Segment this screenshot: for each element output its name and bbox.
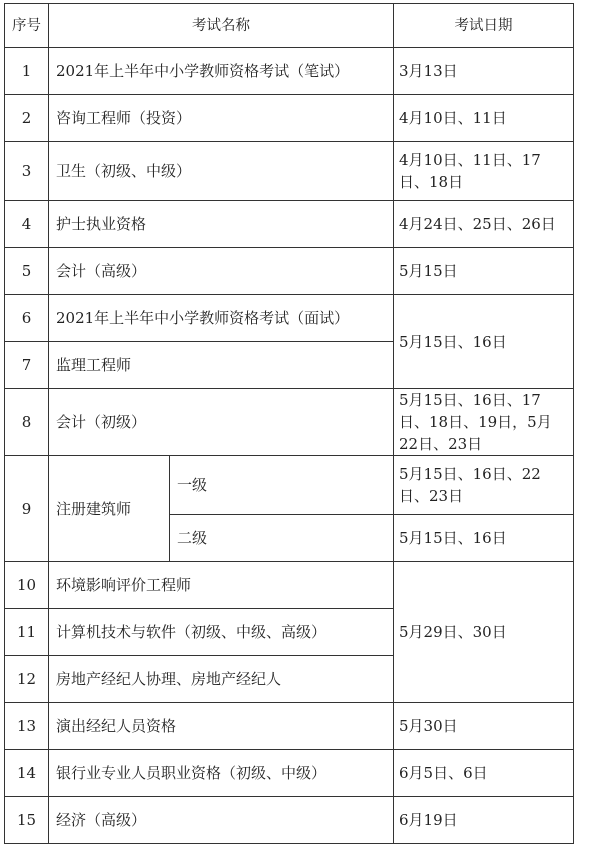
row-date: 6月19日 (394, 797, 574, 844)
table-row (5, 797, 574, 844)
row-name: 护士执业资格 (49, 201, 394, 248)
row-name: 卫生（初级、中级） (49, 142, 394, 201)
row-seq: 13 (5, 703, 49, 750)
row-seq: 8 (5, 389, 49, 456)
table-row (5, 95, 574, 142)
table-row (5, 201, 574, 248)
table-row (5, 248, 574, 295)
row-name: 2021年上半年中小学教师资格考试（面试） (49, 295, 394, 342)
row-sub-level: 二级 (170, 515, 394, 562)
table-row (5, 295, 574, 342)
row-seq: 10 (5, 562, 49, 609)
row-seq: 4 (5, 201, 49, 248)
row-name: 注册建筑师 (49, 456, 170, 562)
row-name: 房地产经纪人协理、房地产经纪人 (49, 656, 394, 703)
row-seq: 15 (5, 797, 49, 844)
row-name: 2021年上半年中小学教师资格考试（笔试） (49, 48, 394, 95)
row-seq: 11 (5, 609, 49, 656)
table-header-row (5, 4, 574, 48)
row-seq: 7 (5, 342, 49, 389)
table-row (5, 456, 574, 515)
exam-schedule-table (4, 3, 574, 844)
row-date: 5月15日、16日 (394, 515, 574, 562)
row-name: 咨询工程师（投资） (49, 95, 394, 142)
row-name: 监理工程师 (49, 342, 394, 389)
row-seq: 1 (5, 48, 49, 95)
row-seq: 6 (5, 295, 49, 342)
row-name: 会计（初级） (49, 389, 394, 456)
header-name: 考试名称 (49, 4, 394, 48)
row-date: 5月15日、16日 (394, 295, 574, 389)
row-date: 4月10日、11日 (394, 95, 574, 142)
row-date: 5月30日 (394, 703, 574, 750)
row-seq: 2 (5, 95, 49, 142)
row-seq: 14 (5, 750, 49, 797)
row-name: 会计（高级） (49, 248, 394, 295)
table-row (5, 142, 574, 201)
row-name: 经济（高级） (49, 797, 394, 844)
row-date: 5月15日、16日、22日、23日 (394, 456, 574, 515)
row-date: 6月5日、6日 (394, 750, 574, 797)
row-sub-level: 一级 (170, 456, 394, 515)
row-date: 5月15日 (394, 248, 574, 295)
row-name: 演出经纪人员资格 (49, 703, 394, 750)
row-date: 4月10日、11日、17日、18日 (394, 142, 574, 201)
row-name: 银行业专业人员职业资格（初级、中级） (49, 750, 394, 797)
row-name: 计算机技术与软件（初级、中级、高级） (49, 609, 394, 656)
row-seq: 3 (5, 142, 49, 201)
row-date: 3月13日 (394, 48, 574, 95)
row-date: 4月24日、25日、26日 (394, 201, 574, 248)
table-row (5, 703, 574, 750)
table-row (5, 750, 574, 797)
row-seq: 5 (5, 248, 49, 295)
row-date: 5月15日、16日、17日、18日、19日，5月22日、23日 (394, 389, 574, 456)
header-seq: 序号 (5, 4, 49, 48)
table-row (5, 48, 574, 95)
table-row (5, 389, 574, 456)
row-seq: 9 (5, 456, 49, 562)
row-date: 5月29日、30日 (394, 562, 574, 703)
exam-schedule (4, 3, 574, 844)
header-date: 考试日期 (394, 4, 574, 48)
row-seq: 12 (5, 656, 49, 703)
table-row (5, 562, 574, 609)
row-name: 环境影响评价工程师 (49, 562, 394, 609)
